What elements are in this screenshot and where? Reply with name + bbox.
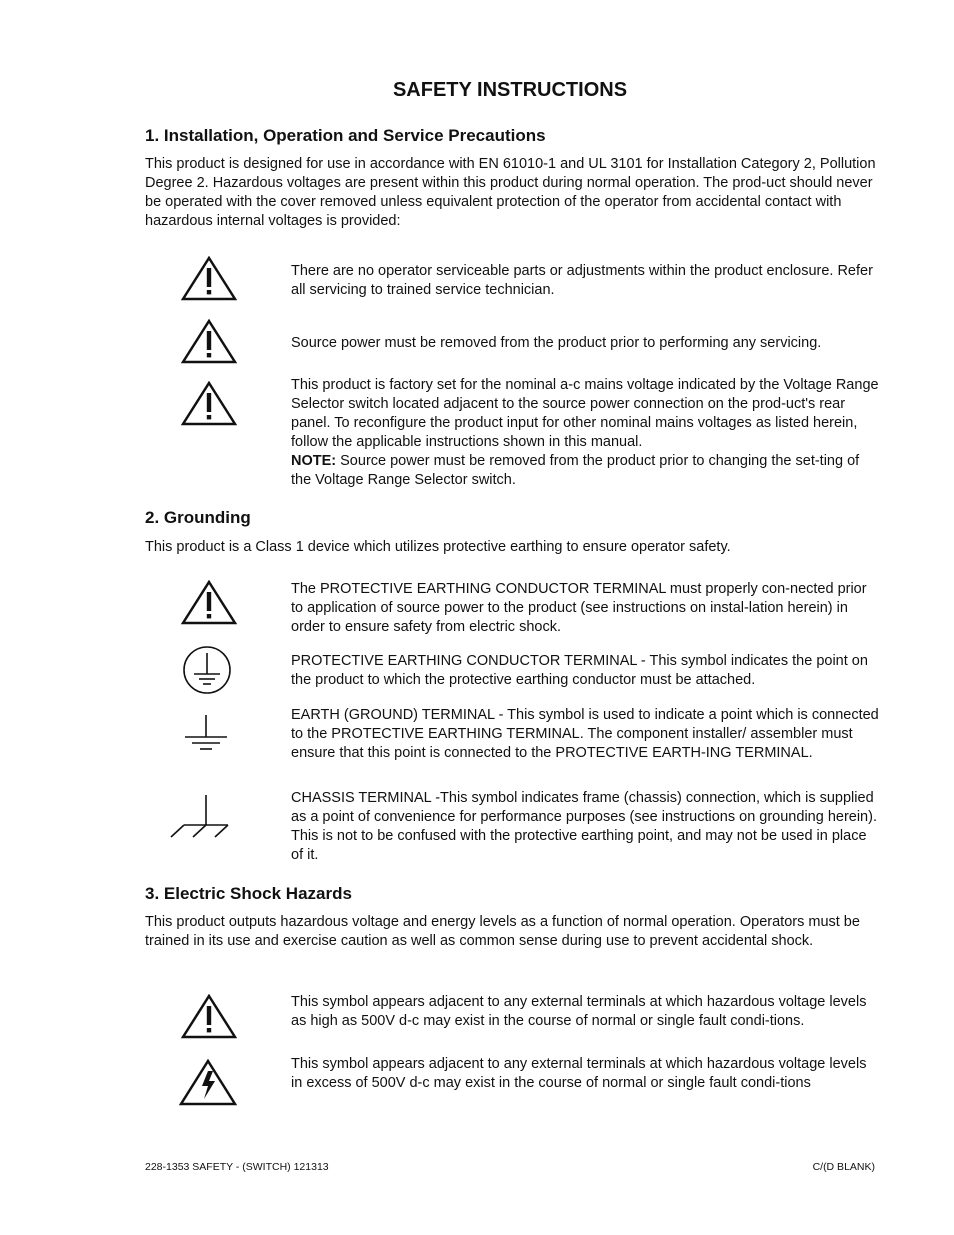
footer-right: C/(D BLANK) (812, 1161, 875, 1173)
section-3-intro: This product outputs hazardous voltage and energy levels as a function of normal operation. Operators must be trained in its use and exercise caution as well as common sense during use to prevent accidental shock. (145, 914, 860, 949)
section-3-item-2-text: This symbol appears adjacent to any external terminals at which hazardous voltage levels in excess of 500V d-c may exist in the course of normal or single fault condi-tions (291, 1056, 867, 1091)
section-1-item-3-body: This product is factory set for the nominal a-c mains voltage indicated by the Voltage Range Selector switch located adjacent to the source power connection on the prod-uct's rear panel. To reconfigure the product input for other nominal mains voltages as listed herein, follow the applicable instructions shown in this manual. (291, 377, 879, 450)
note-text: Source power must be removed from the product prior to changing the set-ting of the Voltage Range Selector switch. (291, 453, 860, 488)
section-1-item-3-text (291, 376, 881, 490)
warning-triangle-icon (181, 381, 237, 427)
warning-triangle-icon (181, 994, 237, 1040)
section-3-heading: 3. Electric Shock Hazards (145, 884, 352, 903)
page-title: SAFETY INSTRUCTIONS (392, 79, 628, 101)
protective-earth-icon (182, 645, 232, 695)
section-3-item-1-text: This symbol appears adjacent to any external terminals at which hazardous voltage levels as high as 500V d-c may exist in the course of normal or single fault condi-tions. (291, 994, 867, 1029)
footer-left: 228-1353 SAFETY - (SWITCH) 121313 (145, 1161, 329, 1173)
warning-triangle-icon (181, 580, 237, 626)
section-1-item-2-text: Source power must be removed from the product prior to performing any servicing. (291, 335, 822, 351)
earth-ground-icon (183, 713, 229, 751)
section-2-item-1-text: The PROTECTIVE EARTHING CONDUCTOR TERMINAL must properly con-nected prior to application of source power to the product (see instructions on instal-lation herein) in order to ensure safety from electric shock. (291, 581, 867, 635)
section-1-heading: 1. Installation, Operation and Service Precautions (145, 126, 546, 145)
warning-triangle-icon (181, 319, 237, 365)
section-2-item-2-text: PROTECTIVE EARTHING CONDUCTOR TERMINAL - This symbol indicates the point on the product to which the protective earthing conductor must be attached. (291, 653, 868, 688)
section-2-item-4-text: CHASSIS TERMINAL -This symbol indicates frame (chassis) connection, which is supplied as a point of convenience for performance purposes (see instructions on grounding herein). This is not to be confused with the protective earthing point, and may not be used in place of it. (291, 790, 877, 863)
warning-triangle-icon (181, 256, 237, 302)
section-2-intro: This product is a Class 1 device which utilizes protective earthing to ensure operator safety. (145, 539, 731, 555)
section-1-item-1-text: There are no operator serviceable parts or adjustments within the product enclosure. Refer all servicing to trained service technician. (291, 263, 873, 298)
note-label: NOTE: (291, 453, 337, 469)
chassis-terminal-icon (168, 793, 232, 839)
high-voltage-icon (179, 1059, 237, 1107)
section-1-intro: This product is designed for use in accordance with EN 61010-1 and UL 3101 for Installation Category 2, Pollution Degree 2. Hazardous voltages are present within this product during normal operation. The prod-uct should never be operated with the cover removed unless equivalent protection of the operator from accidental contact with hazardous internal voltages is provided: (145, 156, 876, 229)
section-2-item-3-text: EARTH (GROUND) TERMINAL - This symbol is used to indicate a point which is connected to the PROTECTIVE EARTHING TERMINAL. The component installer/ assembler must ensure that this point is connected to the PROTECTIVE EARTH-ING TERMINAL. (291, 707, 879, 761)
section-2-heading: 2. Grounding (145, 508, 251, 527)
